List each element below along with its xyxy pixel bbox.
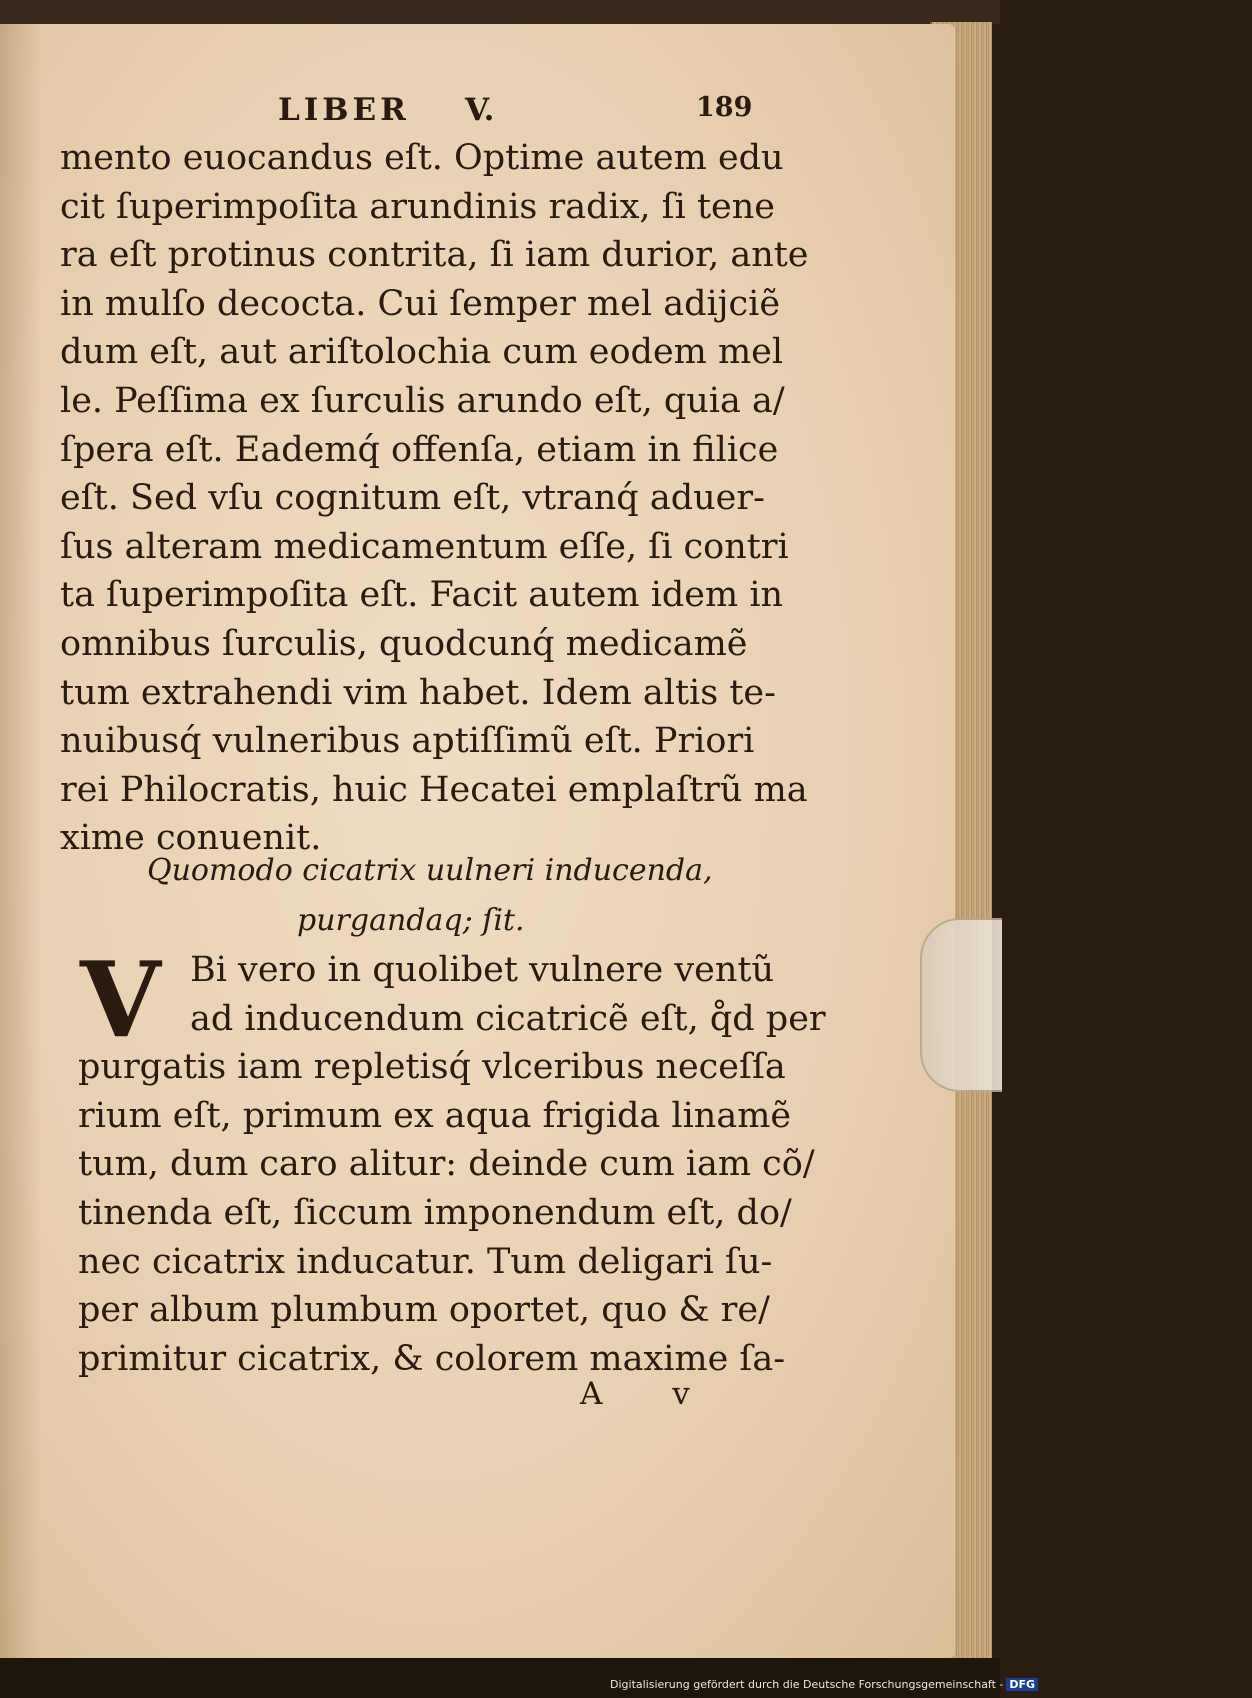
text-line: primitur cicatrix, & colorem maxime ſa- xyxy=(78,1338,786,1379)
running-title: LIBER xyxy=(278,92,410,128)
section-title-line-1: Quomodo cicatrix uulneri inducenda, xyxy=(147,853,713,888)
paragraph-1 xyxy=(60,134,809,863)
text-line: ſus alteram medicamentum eſſe, ſi contri xyxy=(60,526,789,567)
book-number: V. xyxy=(465,92,495,128)
drop-cap: V xyxy=(80,938,161,1061)
page-marker-tab xyxy=(920,918,1002,1092)
text-line: xime conuenit. xyxy=(60,818,322,859)
scan-top-border xyxy=(0,0,1000,24)
text-line: dum eſt, aut ariſtolochia cum eodem mel xyxy=(60,332,784,373)
text-line: omnibus ſurculis, quodcunq́ medicamẽ xyxy=(60,623,748,664)
signature-mark: A v xyxy=(580,1376,720,1412)
text-line: ra eſt protinus contrita, ſi iam durior, ante xyxy=(60,235,809,276)
text-line: nec cicatrix inducatur. Tum deligari ſu- xyxy=(78,1241,773,1282)
page-number: 189 xyxy=(696,92,753,123)
text-line: ad inducendum cicatricẽ eſt, q̊d per xyxy=(190,998,826,1039)
text-line: nuibusq́ vulneribus aptiſſimũ eſt. Priori xyxy=(60,721,755,762)
text-line: le. Peſſima ex ſurculis arundo eſt, quia a/ xyxy=(60,380,785,421)
text-line: tum extrahendi vim habet. Idem altis te- xyxy=(60,672,776,713)
digitization-credit xyxy=(610,1678,1038,1691)
text-line: rei Philocratis, huic Hecatei emplaſtrũ ma xyxy=(60,769,808,810)
text-line: ſpera eſt. Eademq́ offenſa, etiam in filice xyxy=(60,429,779,470)
text-line: mento euocandus eſt. Optime autem edu xyxy=(60,138,784,178)
text-line: purgatis iam repletisq́ vlceribus neceſſa xyxy=(78,1047,786,1088)
text-line: cit ſuperimpoſita arundinis radix, ſi tene xyxy=(60,186,775,227)
text-line: Bi vero in quolibet vulnere ventũ xyxy=(190,950,774,990)
text-line: per album plumbum oportet, quo & re/ xyxy=(78,1290,770,1331)
text-line: ta ſuperimpoſita eſt. Facit autem idem in xyxy=(60,575,784,616)
dfg-logo: DFG xyxy=(1006,1678,1038,1691)
paragraph-2 xyxy=(78,938,826,1383)
text-line: rium eſt, primum ex aqua frigida linamẽ xyxy=(78,1095,792,1136)
credit-text: Digitalisierung gefördert durch die Deutsche Forschungsgemeinschaft - xyxy=(610,1678,1004,1691)
section-title-line-2: purgandaq; ſit. xyxy=(297,903,525,938)
text-line: in mulſo decocta. Cui ſemper mel adijciẽ xyxy=(60,283,781,324)
text-line: tinenda eſt, ſiccum imponendum eſt, do/ xyxy=(78,1192,792,1233)
text-line: eſt. Sed vſu cognitum eſt, vtranq́ aduer- xyxy=(60,478,765,519)
text-line: tum, dum caro alitur: deinde cum iam cõ/ xyxy=(78,1144,815,1185)
